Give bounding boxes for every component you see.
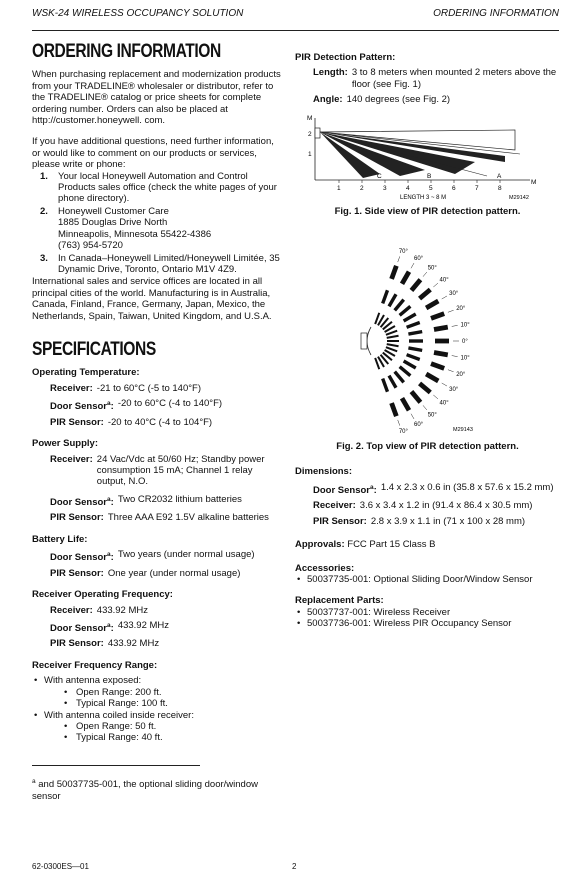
fig1-code: M29142: [509, 194, 529, 200]
fig2-detection-beam: [389, 376, 396, 388]
header-left: WSK-24 WIRELESS OCCUPANCY SOLUTION: [32, 8, 244, 19]
dim-receiver: Receiver: 3.6 x 3.4 x 1.2 in (91.4 x 86.4 x 30.5 mm): [313, 500, 533, 512]
fig2-angle-tick: [442, 383, 447, 386]
range-heading: Receiver Frequency Range:: [32, 659, 158, 671]
fig2-detection-beam: [407, 323, 420, 328]
fig1-x-tick-label: 6: [452, 184, 456, 192]
fig1-length-label: LENGTH 3 ~ 8 M: [400, 194, 447, 200]
accessory-item: • 50037735-001: Optional Sliding Door/Window Sensor: [295, 574, 560, 585]
fig2-detection-beam: [431, 314, 444, 319]
fig2-detection-beam: [404, 314, 416, 321]
fig1-letter-c: C: [377, 172, 382, 180]
range-bullet-1: • With antenna exposed:: [32, 675, 284, 686]
range-bullet-1b: • Typical Range: 100 ft.: [32, 698, 284, 709]
fig2-angle-label: 20°: [456, 306, 466, 313]
replacement-item: • 50037736-001: Wireless PIR Occupancy Sensor: [295, 618, 560, 629]
specifications-title: SPECIFICATIONS: [32, 338, 156, 360]
fig2-angle-tick: [448, 370, 454, 372]
footnote-divider: [32, 765, 200, 766]
dim-pir: PIR Sensor: 2.8 x 3.9 x 1.1 in (71 x 100 x 28 mm): [313, 515, 526, 527]
pir-length: Length: 3 to 8 meters when mounted 2 meters above the floor (see Fig. 1): [313, 67, 557, 90]
fig2-detection-beam: [404, 361, 416, 368]
freq-receiver: Receiver: 433.92 MHz: [50, 604, 149, 616]
page-header: [32, 8, 559, 31]
fig2-angle-label: 40°: [439, 400, 449, 407]
fig2-angle-label: 30°: [449, 291, 459, 298]
op-temp-receiver: Receiver: -21 to 60°C (-5 to 140°F): [50, 382, 202, 394]
contact-list: [32, 171, 284, 276]
fig2-detection-beam: [395, 300, 404, 311]
fig1-x-tick-label: 4: [406, 184, 410, 192]
fig2-detection-beam: [395, 372, 404, 383]
fig2-angle-tick: [423, 405, 427, 410]
fig2-angle-tick: [448, 310, 454, 312]
fig2-angle-tick: [452, 356, 458, 357]
approvals: Approvals: FCC Part 15 Class B: [295, 539, 436, 551]
fig2-detection-beam: [434, 352, 448, 354]
fig1-letter-a: A: [497, 172, 502, 180]
power-heading: Power Supply:: [32, 438, 98, 450]
fig2-detection-beam: [426, 301, 438, 308]
fig2-detection-beam: [408, 348, 422, 350]
fig2-detection-beam: [383, 379, 388, 392]
op-temp-door: Door Sensor$^a$: -20 to 60°C (-4 to 140°F): [50, 398, 223, 413]
accessories-heading: Accessories:: [295, 562, 355, 574]
fig2-detection-beam: [420, 290, 431, 299]
dim-door: Door Sensor$^a$: 1.4 x 2.3 x 0.6 in (35.8 x 57.6 x 15.2 mm): [313, 481, 554, 496]
fig2-angle-label: 0°: [462, 339, 468, 346]
fig2-angle-tick: [433, 395, 438, 399]
fig1-x-tick-label: 7: [475, 184, 479, 192]
fig1-x-tick-label: 2: [360, 184, 364, 192]
fig1-side-view-diagram: [305, 110, 545, 200]
fig2-detection-beam: [392, 403, 397, 416]
fig2-angle-tick: [411, 414, 414, 419]
fig2-top-view-diagram: [341, 241, 541, 441]
fig1-y-tick-1: 1: [308, 150, 312, 158]
fig2-detection-beam: [402, 398, 409, 410]
fig2-angle-tick: [398, 420, 400, 426]
fig1-x-tick-label: 1: [337, 184, 341, 192]
op-temp-pir: PIR Sensor: -20 to 40°C (-4 to 104°F): [50, 416, 213, 428]
fig2-angle-tick: [442, 296, 447, 299]
fig1-m-label: M: [307, 114, 313, 122]
freq-heading: Receiver Operating Frequency:: [32, 589, 173, 601]
fig2-detection-beam: [408, 332, 422, 334]
fig2-angle-tick: [433, 283, 438, 287]
fig2-angle-label: 60°: [414, 422, 424, 429]
fig2-detection-beam: [407, 355, 420, 360]
freq-door: Door Sensor$^a$: 433.92 MHz: [50, 619, 170, 635]
document-number: 62-0300ES—01: [32, 862, 89, 871]
freq-pir: PIR Sensor: 433.92 MHz: [50, 638, 160, 650]
fig2-angle-tick: [411, 263, 414, 268]
fig2-detection-beam: [389, 294, 396, 306]
fig2-angle-label: 60°: [414, 255, 424, 262]
fig2-detection-beam: [431, 364, 444, 369]
fig2-angle-label: 70°: [398, 248, 408, 255]
fig2-caption: Fig. 2. Top view of PIR detection pattern.: [336, 441, 519, 453]
contact-item-1: 1. Your local Honeywell Automation and Control Products sales office (check the white pages of your phone directory).: [40, 170, 277, 205]
header-right: ORDERING INFORMATION: [433, 8, 559, 19]
ordering-title: ORDERING INFORMATION: [32, 41, 221, 62]
left-column: [32, 41, 284, 744]
page-number: 2: [292, 862, 297, 871]
fig1-x-tick-label: 5: [429, 184, 433, 192]
replacement-heading: Replacement Parts:: [295, 595, 384, 607]
ordering-paragraph-3: International sales and service offices are located in all principal cities of the world. Manufacturing is in Australia, Canada, Finland, France, Germany, Japan, Mexico, the Netherlands, Spain, Taiwan, United Kingdom, and U.S.A.: [32, 276, 272, 322]
contact-item-3: 3. In Canada–Honeywell Limited/Honeywell Limitée, 35 Dynamic Drive, Toronto, Ontario M1V 4Z9.: [40, 252, 280, 275]
ordering-paragraph-1: When purchasing replacement and modernization products from your TRADELINE® wholesaler or distributor, refer to the TRADELINE® catalog or price sheets for complete ordering number. Orders can also be placed at http://customer.honeywell. com.: [32, 69, 281, 127]
range-bullet-2a: • Open Range: 50 ft.: [32, 721, 284, 732]
range-bullet-1a: • Open Range: 200 ft.: [32, 687, 284, 698]
fig2-angle-label: 50°: [427, 412, 437, 419]
dimensions-heading: Dimensions:: [295, 466, 353, 478]
battery-heading: Battery Life:: [32, 533, 88, 545]
fig2-detection-beam: [411, 280, 420, 291]
power-receiver: Receiver: 24 Vac/Vdc at 50/60 Hz; Standby power consumption 15 mA; Channel 1 relay output, N.O.: [50, 453, 265, 488]
fig2-detection-beam: [426, 374, 438, 381]
fig2-angle-label: 10°: [460, 355, 470, 362]
fig1-x-tick-label: 3: [383, 184, 387, 192]
fig1-caption: Fig. 1. Side view of PIR detection pattern.: [334, 205, 521, 217]
fig2-detection-beam: [383, 290, 388, 303]
battery-door: Door Sensor$^a$: Two years (under normal usage): [50, 549, 255, 564]
pir-angle: Angle: 140 degrees (see Fig. 2): [313, 94, 451, 106]
footnote: $^a$ and 50037735-001, the optional sliding door/window sensor: [32, 778, 258, 802]
replacement-item: • 50037737-001: Wireless Receiver: [295, 607, 560, 618]
fig2-detection-beam: [392, 266, 397, 279]
fig2-angle-label: 10°: [460, 322, 470, 329]
fig1-x-tick-label: 8: [498, 184, 502, 192]
fig2-detection-beam: [387, 336, 399, 338]
fig2-detection-beam: [400, 367, 411, 376]
contact-item-2: 2. Honeywell Customer Care 1885 Douglas Drive North Minneapolis, Minnesota 55422-4386 (763) 954-5720: [40, 205, 212, 252]
fig2-angle-label: 50°: [427, 265, 437, 272]
fig2-detection-beam: [400, 306, 411, 315]
fig2-angle-label: 70°: [398, 429, 408, 436]
fig2-angle-tick: [423, 272, 427, 277]
fig2-detection-beam: [434, 327, 448, 329]
fig2-detection-beam: [387, 344, 399, 346]
ordering-paragraph-2: If you have additional questions, need further information, or would like to comment on our products or services, please write or phone:: [32, 136, 274, 171]
fig2-angle-label: 20°: [456, 371, 466, 378]
range-bullet-2b: • Typical Range: 40 ft.: [32, 732, 284, 743]
fig2-angle-tick: [398, 256, 400, 262]
right-column: [295, 44, 560, 630]
range-bullet-2: • With antenna coiled inside receiver:: [32, 710, 284, 721]
power-door: Door Sensor$^a$: Two CR2032 lithium batteries: [50, 493, 242, 508]
pir-heading: PIR Detection Pattern:: [295, 52, 396, 63]
fig1-y-tick-2: 2: [308, 130, 312, 138]
op-temp-heading: Operating Temperature:: [32, 367, 140, 379]
fig1-letter-b: B: [427, 172, 432, 180]
fig2-detection-beam: [402, 272, 409, 284]
fig2-detection-beam: [411, 392, 420, 403]
fig2-code: M29143: [453, 427, 473, 434]
power-pir: PIR Sensor: Three AAA E92 1.5V alkaline batteries: [50, 512, 269, 524]
fig1-x-unit: M: [531, 178, 537, 186]
fig2-detection-beam: [420, 383, 431, 392]
fig2-angle-label: 40°: [439, 277, 449, 284]
fig2-angle-label: 30°: [449, 387, 459, 394]
battery-pir: PIR Sensor: One year (under normal usage): [50, 567, 241, 579]
fig2-angle-tick: [452, 325, 458, 326]
